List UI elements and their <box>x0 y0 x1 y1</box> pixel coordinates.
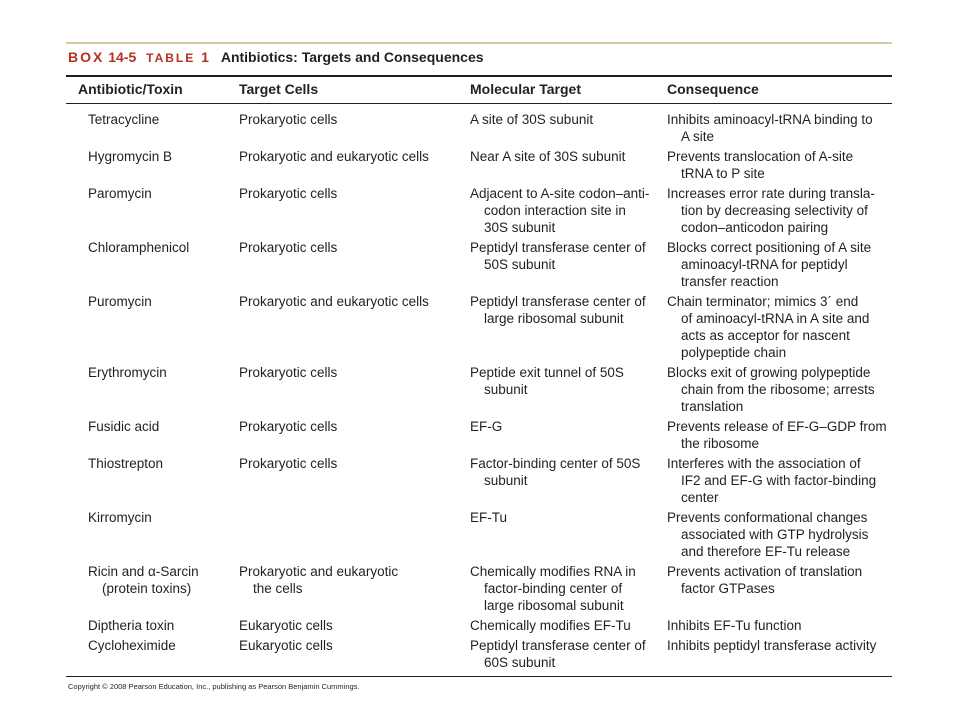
target-cells-cell <box>239 418 337 435</box>
molecular-target-cell <box>470 239 646 273</box>
cell-line: Eukaryotic cells <box>239 638 333 653</box>
table-number: 1 <box>201 49 209 65</box>
cell-line: Hygromycin B <box>88 149 173 164</box>
cell-line: Prokaryotic and eukaryotic <box>239 564 399 579</box>
target-cells-cell <box>239 148 429 165</box>
antibiotic-cell <box>88 293 152 310</box>
cell-line: Prevents activation of translation <box>667 564 863 579</box>
cell-line: center <box>681 490 719 505</box>
consequence-cell <box>667 617 802 634</box>
molecular-target-cell <box>470 617 631 634</box>
cell-line: A site <box>681 129 715 144</box>
cell-line: Chemically modifies RNA in <box>470 564 636 579</box>
cell-line: Prokaryotic cells <box>239 365 338 380</box>
target-cells-cell <box>239 364 337 381</box>
cell-line: Erythromycin <box>88 365 167 380</box>
cell-line: Prevents translocation of A-site <box>667 149 854 164</box>
target-cells-cell <box>239 239 337 256</box>
antibiotic-cell <box>88 455 163 472</box>
cell-line: Prevents conformational changes <box>667 510 868 525</box>
cell-line: Prokaryotic cells <box>239 186 338 201</box>
consequence-cell <box>667 111 873 145</box>
cell-line: Paromycin <box>88 186 152 201</box>
antibiotic-cell <box>88 563 199 597</box>
consequence-cell <box>667 148 853 182</box>
header-bottom-rule <box>66 103 892 104</box>
cell-line: Interferes with the association of <box>667 456 861 471</box>
cell-line: tRNA to P site <box>681 166 765 181</box>
cell-line: Blocks correct positioning of A site <box>667 240 872 255</box>
cell-line: subunit <box>484 382 528 397</box>
cell-line: subunit <box>484 473 528 488</box>
target-cells-cell <box>239 617 333 634</box>
cell-line: tion by decreasing selectivity of <box>681 203 868 218</box>
cell-line: translation <box>681 399 744 414</box>
antibiotic-cell <box>88 185 152 202</box>
cell-line: Chemically modifies EF-Tu <box>470 618 631 633</box>
molecular-target-cell <box>470 148 625 165</box>
molecular-target-cell <box>470 509 507 526</box>
target-cells-cell <box>239 455 337 472</box>
consequence-cell <box>667 293 869 361</box>
antibiotic-cell <box>88 418 159 435</box>
consequence-cell <box>667 418 887 452</box>
cell-line: (protein toxins) <box>102 581 192 596</box>
cell-line: the ribosome <box>681 436 760 451</box>
table-caption: Antibiotics: Targets and Consequences <box>220 49 484 65</box>
molecular-target-cell <box>470 418 502 435</box>
cell-line: 30S subunit <box>484 220 556 235</box>
cell-line: Peptidyl transferase center of <box>470 294 646 309</box>
cell-line: Puromycin <box>88 294 152 309</box>
target-cells-cell <box>239 111 337 128</box>
consequence-cell <box>667 637 876 654</box>
top-decorative-rule <box>66 42 892 44</box>
cell-line: EF-Tu <box>470 510 507 525</box>
antibiotic-cell <box>88 509 152 526</box>
cell-line: and therefore EF-Tu release <box>681 544 851 559</box>
molecular-target-cell <box>470 455 640 489</box>
cell-line: associated with GTP hydrolysis <box>681 527 869 542</box>
cell-line: Adjacent to A-site codon–anti- <box>470 186 650 201</box>
cell-line: Chloramphenicol <box>88 240 190 255</box>
cell-line: Diptheria toxin <box>88 618 175 633</box>
cell-line: Peptidyl transferase center of <box>470 638 646 653</box>
cell-line: Fusidic acid <box>88 419 160 434</box>
consequence-cell <box>667 509 868 560</box>
cell-line: Kirromycin <box>88 510 152 525</box>
consequence-cell <box>667 239 871 290</box>
molecular-target-cell <box>470 185 649 236</box>
cell-line: 50S subunit <box>484 257 556 272</box>
cell-line: A site of 30S subunit <box>470 112 594 127</box>
cell-line: Chain terminator; mimics 3´ end <box>667 294 859 309</box>
consequence-cell <box>667 364 875 415</box>
table-bottom-rule <box>66 676 892 677</box>
cell-line: Peptide exit tunnel of 50S <box>470 365 624 380</box>
cell-line: Inhibits aminoacyl-tRNA binding to <box>667 112 873 127</box>
cell-line: Tetracycline <box>88 112 160 127</box>
cell-line: Prokaryotic cells <box>239 456 338 471</box>
cell-line: polypeptide chain <box>681 345 787 360</box>
cell-line: Cycloheximide <box>88 638 176 653</box>
cell-line: Prokaryotic cells <box>239 240 338 255</box>
antibiotic-cell <box>88 111 159 128</box>
consequence-cell <box>667 563 862 597</box>
cell-line: Ricin and α-Sarcin <box>88 564 199 579</box>
molecular-target-cell <box>470 293 646 327</box>
molecular-target-cell <box>470 111 593 128</box>
cell-line: Prokaryotic and eukaryotic cells <box>239 294 429 309</box>
cell-line: Factor-binding center of 50S <box>470 456 641 471</box>
cell-line: Near A site of 30S subunit <box>470 149 626 164</box>
target-cells-cell <box>239 637 333 654</box>
box-number: 14-5 <box>108 49 137 65</box>
cell-line: Inhibits peptidyl transferase activity <box>667 638 877 653</box>
antibiotic-cell <box>88 617 174 634</box>
target-cells-cell <box>239 293 429 310</box>
cell-line: Peptidyl transferase center of <box>470 240 646 255</box>
column-header-target-cells: Target Cells <box>239 81 319 97</box>
cell-line: Blocks exit of growing polypeptide <box>667 365 871 380</box>
cell-line: Prevents release of EF-G–GDP from <box>667 419 887 434</box>
target-cells-cell <box>239 563 398 597</box>
cell-line: chain from the ribosome; arrests <box>681 382 875 397</box>
column-header-antibiotic: Antibiotic/Toxin <box>78 81 183 97</box>
antibiotic-cell <box>88 364 167 381</box>
cell-line: codon–anticodon pairing <box>681 220 829 235</box>
target-cells-cell <box>239 185 337 202</box>
table-label: TABLE <box>146 51 196 65</box>
box-label: BOX <box>68 49 105 65</box>
cell-line: 60S subunit <box>484 655 556 670</box>
consequence-cell <box>667 455 876 506</box>
cell-line: large ribosomal subunit <box>484 311 624 326</box>
cell-line: Thiostrepton <box>88 456 164 471</box>
antibiotic-cell <box>88 148 172 165</box>
table-title <box>68 49 484 65</box>
cell-line: Prokaryotic cells <box>239 112 338 127</box>
molecular-target-cell <box>470 637 646 671</box>
cell-line: large ribosomal subunit <box>484 598 624 613</box>
column-header-consequence: Consequence <box>667 81 759 97</box>
cell-line: IF2 and EF-G with factor-binding <box>681 473 877 488</box>
antibiotic-cell <box>88 637 176 654</box>
antibiotic-cell <box>88 239 189 256</box>
cell-line: codon interaction site in <box>484 203 626 218</box>
header-top-rule <box>66 75 892 77</box>
cell-line: factor-binding center of <box>484 581 623 596</box>
cell-line: Inhibits EF-Tu function <box>667 618 802 633</box>
cell-line: Prokaryotic cells <box>239 419 338 434</box>
cell-line: Eukaryotic cells <box>239 618 333 633</box>
molecular-target-cell <box>470 563 636 614</box>
copyright-footer: Copyright © 2008 Pearson Education, Inc., publishing as Pearson Benjamin Cummings. <box>68 682 360 691</box>
cell-line: factor GTPases <box>681 581 775 596</box>
cell-line: the cells <box>253 581 303 596</box>
molecular-target-cell <box>470 364 624 398</box>
cell-line: of aminoacyl-tRNA in A site and <box>681 311 870 326</box>
cell-line: Increases error rate during transla- <box>667 186 875 201</box>
cell-line: EF-G <box>470 419 503 434</box>
cell-line: aminoacyl-tRNA for peptidyl <box>681 257 848 272</box>
consequence-cell <box>667 185 875 236</box>
cell-line: transfer reaction <box>681 274 779 289</box>
cell-line: Prokaryotic and eukaryotic cells <box>239 149 429 164</box>
column-header-molecular-target: Molecular Target <box>470 81 581 97</box>
cell-line: acts as acceptor for nascent <box>681 328 850 343</box>
